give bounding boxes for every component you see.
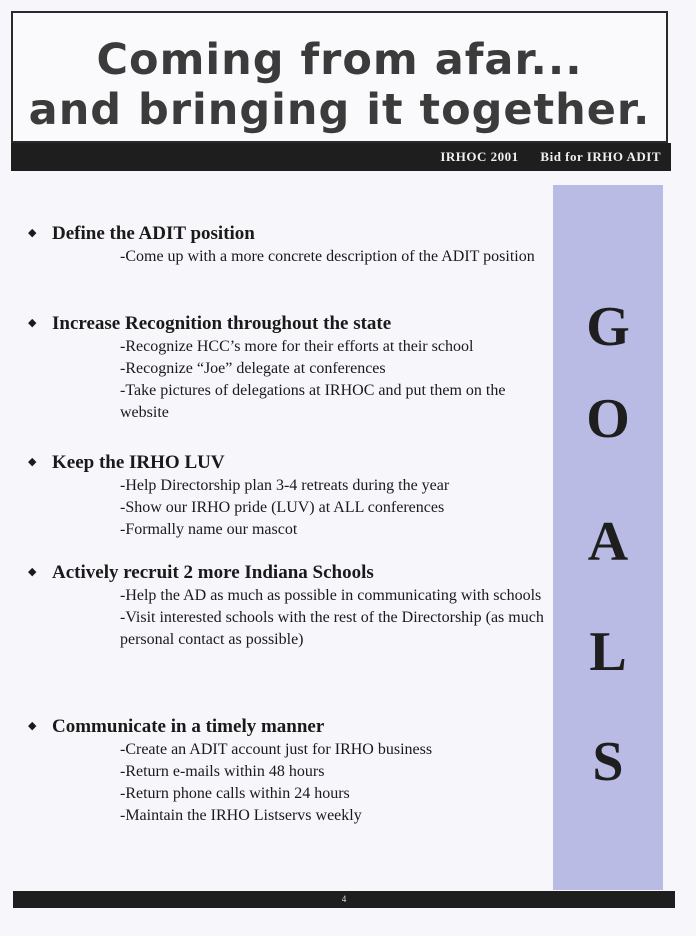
diamond-bullet-icon: ◆ xyxy=(28,720,37,732)
section-item: -Visit interested schools with the rest of the Directorship (as much personal contact as possible) xyxy=(120,609,544,648)
header-box xyxy=(11,11,668,143)
goals-letter-s: S xyxy=(592,731,624,793)
section-item: -Take pictures of delegations at IRHOC and put them on the website xyxy=(120,382,506,421)
section-item: -Come up with a more concrete description of the ADIT position xyxy=(120,248,535,265)
section-heading: Define the ADIT position xyxy=(52,223,255,244)
section-heading: Actively recruit 2 more Indiana Schools xyxy=(52,562,374,583)
section-item: -Help Directorship plan 3-4 retreats during the year xyxy=(120,477,450,494)
section-item: -Return phone calls within 24 hours xyxy=(120,785,350,802)
section-heading: Keep the IRHO LUV xyxy=(52,452,225,473)
goals-letter-g: G xyxy=(586,296,630,358)
section-heading: Communicate in a timely manner xyxy=(52,716,325,737)
section-item: -Formally name our mascot xyxy=(120,521,298,538)
section-item: -Maintain the IRHO Listservs weekly xyxy=(120,807,362,824)
section-item: -Create an ADIT account just for IRHO business xyxy=(120,741,433,758)
goal-section-recruit xyxy=(28,560,550,651)
goal-section-communicate xyxy=(28,714,550,827)
goals-letter-o: O xyxy=(586,388,630,450)
section-item: -Return e-mails within 48 hours xyxy=(120,763,325,780)
page-number: 4 xyxy=(341,894,347,904)
goal-section-define xyxy=(28,221,550,268)
section-item: -Show our IRHO pride (LUV) at ALL conferences xyxy=(120,499,445,516)
header-bar-event: IRHOC 2001 xyxy=(440,149,519,164)
goals-sidebar xyxy=(553,185,663,890)
diamond-bullet-icon: ◆ xyxy=(28,227,37,239)
header-bar xyxy=(11,143,671,171)
footer-bar xyxy=(13,891,675,908)
goals-letter-a: A xyxy=(587,511,629,573)
goal-section-luv xyxy=(28,450,550,541)
diamond-bullet-icon: ◆ xyxy=(28,566,37,578)
section-item: -Recognize “Joe” delegate at conferences xyxy=(120,360,386,377)
section-item: -Recognize HCC’s more for their efforts at their school xyxy=(120,338,474,355)
title-line-2: and bringing it together. xyxy=(28,85,651,135)
goal-section-recognition xyxy=(28,311,550,424)
diamond-bullet-icon: ◆ xyxy=(28,456,37,468)
section-heading: Increase Recognition throughout the state xyxy=(52,313,392,334)
diamond-bullet-icon: ◆ xyxy=(28,317,37,329)
section-item: -Help the AD as much as possible in communicating with schools xyxy=(120,587,542,604)
title-line-1: Coming from afar... xyxy=(96,35,583,85)
goals-letter-l: L xyxy=(589,621,627,683)
header-bar-bid: Bid for IRHO ADIT xyxy=(540,149,661,164)
